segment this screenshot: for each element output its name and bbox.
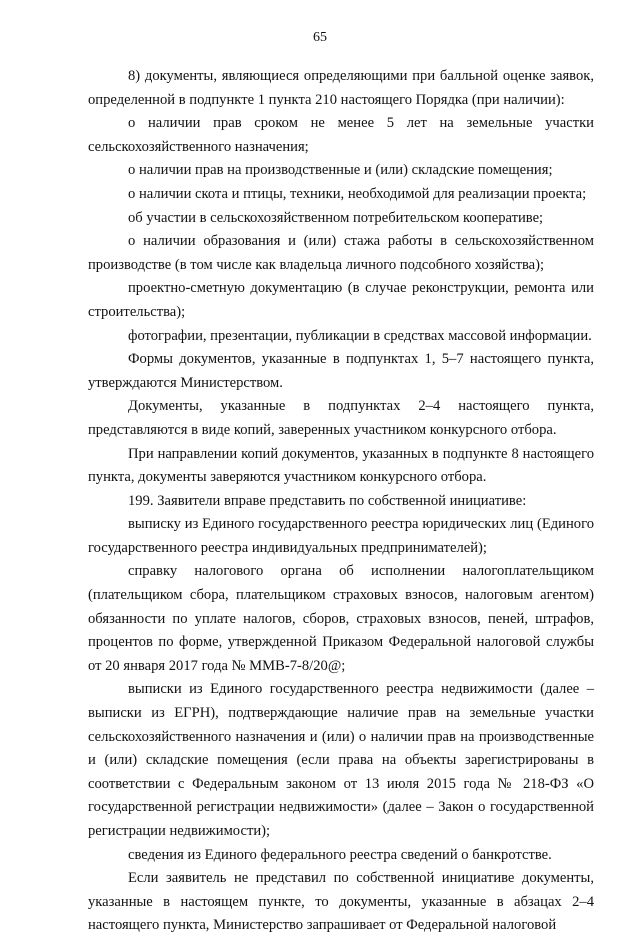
paragraph: справку налогового органа об исполнении налогоплательщиком (плательщиком сбора, плательщиком страховых взносов, налоговым агентом) обязанности по уплате налогов, сборов, страховых взносов, пеней, штрафов, процентов по форме, утвержденной Приказом Федеральной налоговой службы от 20 января 2017 года № ММВ-7-8/20@; — [88, 563, 594, 674]
document-body — [88, 65, 594, 938]
paragraph: о наличии скота и птицы, техники, необходимой для реализации проекта; — [128, 185, 587, 202]
paragraph: Формы документов, указанные в подпунктах 1, 5–7 настоящего пункта, утверждаются Министерством. — [88, 351, 594, 391]
paragraph: выписки из Единого государственного реестра недвижимости (далее – выписки из ЕГРН), подтверждающие наличие прав на земельные участки сельскохозяйственного назначения и (или) о наличии прав на производственные и (или) складские помещения (если права на объекты зарегистрированы в соответствии с Федеральным законом от 13 июля 2015 года № 218-ФЗ «О государственной регистрации недвижимости» (далее – Закон о государственной регистрации недвижимости); — [88, 681, 594, 839]
paragraph: об участии в сельскохозяйственном потребительском кооперативе; — [128, 209, 544, 226]
paragraph: о наличии образования и (или) стажа работы в сельскохозяйственном производстве (в том числе как владельца личного подсобного хозяйства); — [88, 233, 594, 273]
paragraph: При направлении копий документов, указанных в подпункте 8 настоящего пункта, документы заверяются участником конкурсного отбора. — [88, 445, 594, 486]
paragraph: фотографии, презентации, публикации в средствах массовой информации. — [128, 327, 592, 344]
paragraph: проектно-сметную документацию (в случае реконструкции, ремонта или строительства); — [88, 280, 594, 320]
paragraph: 199. Заявители вправе представить по собственной инициативе: — [128, 492, 527, 509]
paragraph: Документы, указанные в подпунктах 2–4 настоящего пункта, представляются в виде копий, заверенных участником конкурсного отбора. — [88, 398, 594, 438]
paragraph: 8) документы, являющиеся определяющими при балльной оценке заявок, определенной в подпункте 1 пункта 210 настоящего Порядка (при наличии): — [88, 68, 594, 108]
paragraph: Если заявитель не представил по собственной инициативе документы, указанные в настоящем пункте, то документы, указанные в абзацах 2–4 настоящего пункта, Министерство запрашивает от Федеральной налоговой — [88, 870, 594, 934]
paragraph: сведения из Единого федерального реестра сведений о банкротстве. — [128, 846, 552, 863]
paragraph: о наличии прав сроком не менее 5 лет на земельные участки сельскохозяйственного назначения; — [88, 115, 594, 155]
page-number: 65 — [313, 30, 327, 45]
paragraph: о наличии прав на производственные и (или) складские помещения; — [128, 162, 553, 179]
paragraph: выписку из Единого государственного реестра юридических лиц (Единого государственного реестра индивидуальных предпринимателей); — [88, 516, 594, 556]
